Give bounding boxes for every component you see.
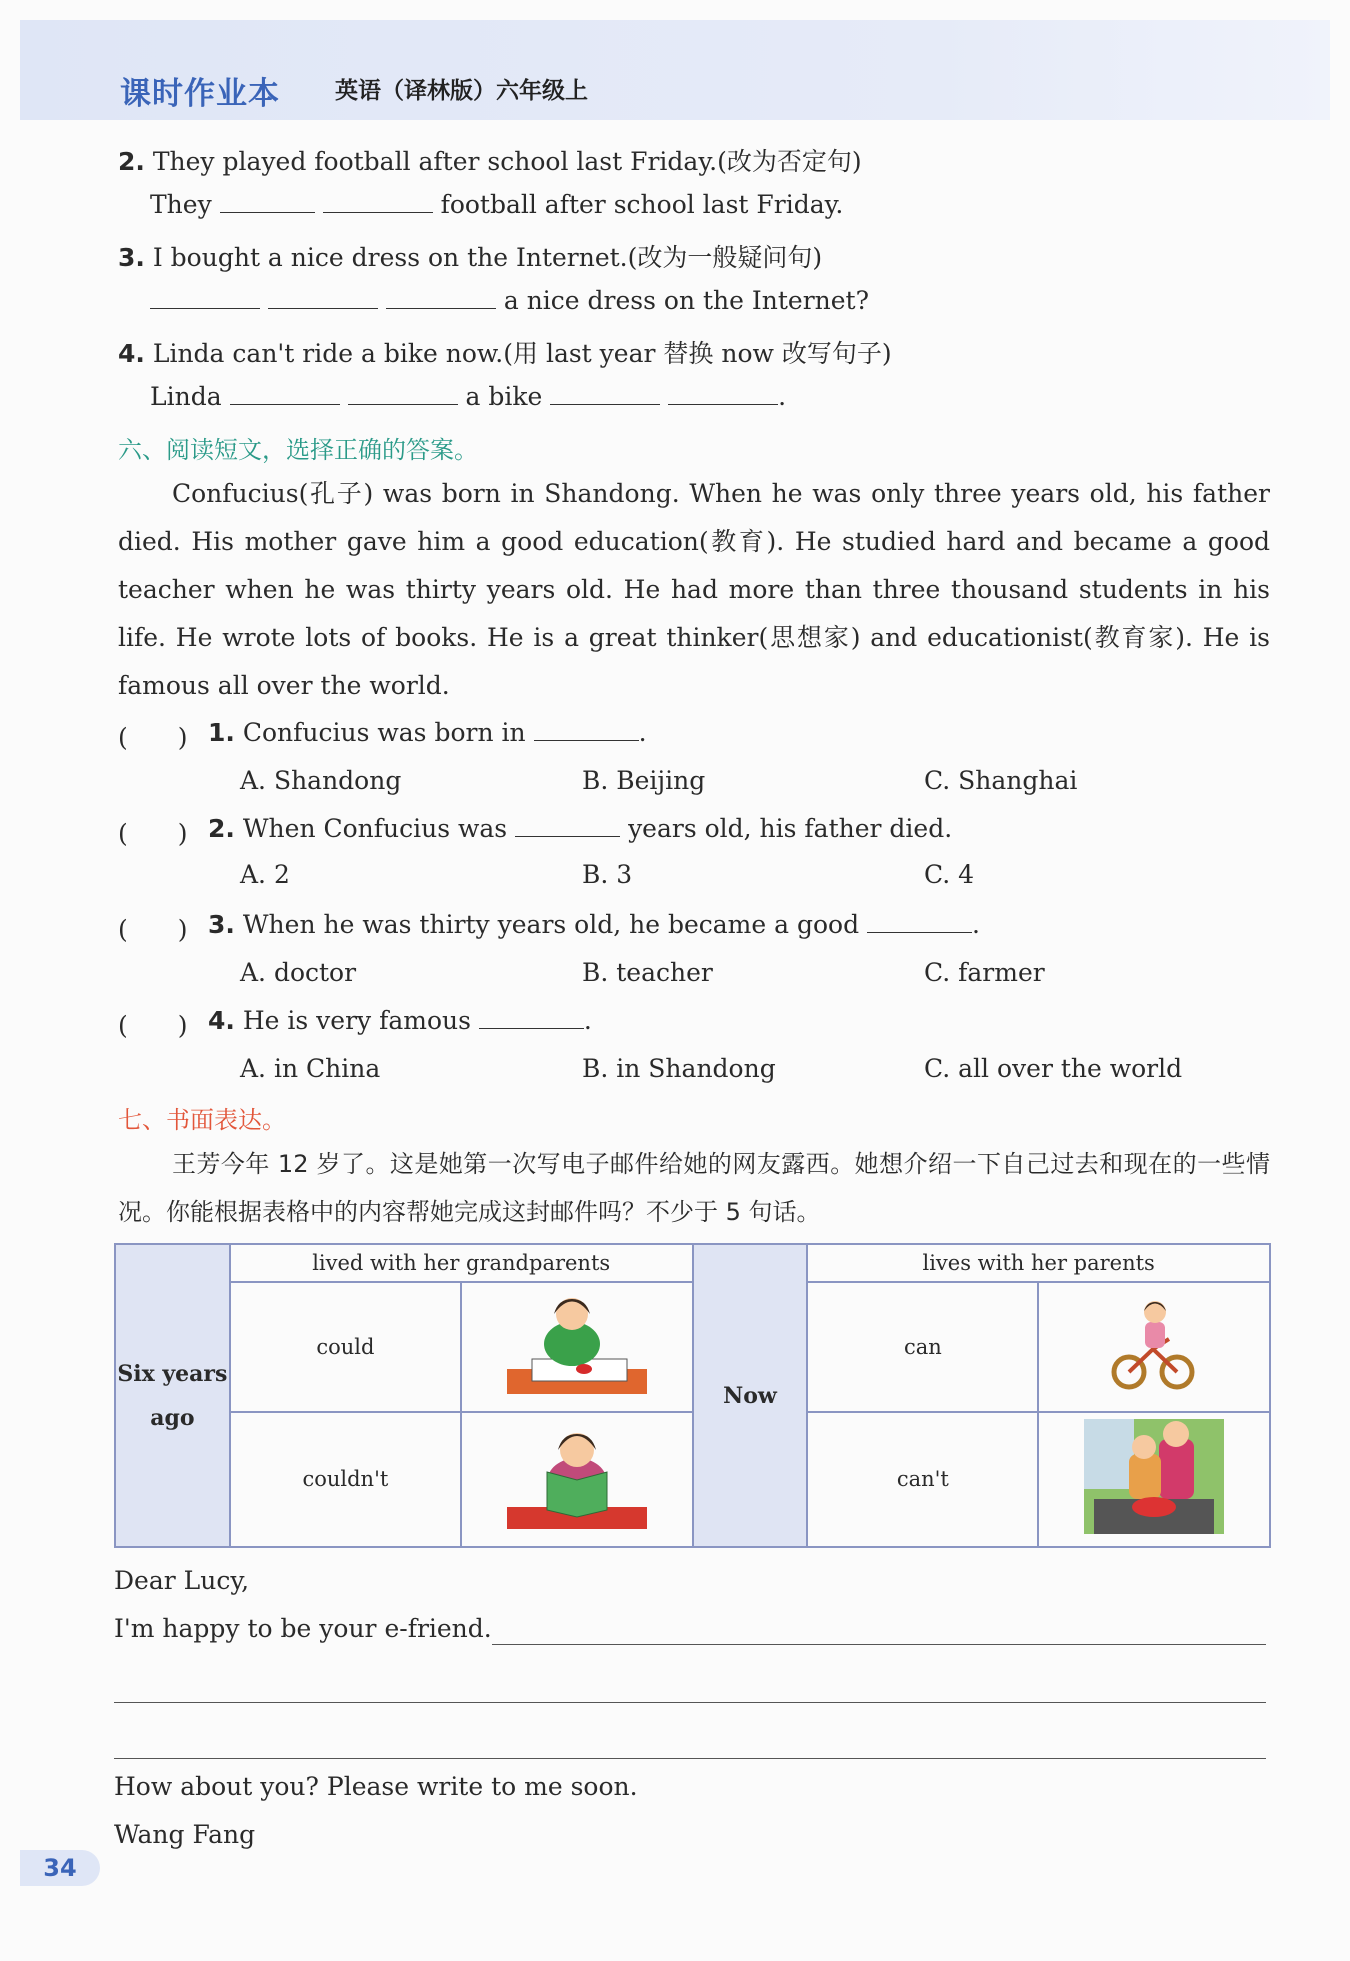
rewrite-item-3: 3. I bought a nice dress on the Internet.(改为一般疑问句) (118, 243, 823, 272)
answer-blank (867, 910, 972, 933)
option-b: B. teacher (582, 958, 713, 987)
answer-blank[interactable] (550, 382, 660, 405)
answer-blank (515, 814, 620, 837)
answer-parenthesis[interactable]: ( ) (118, 819, 188, 848)
answer-parenthesis[interactable]: ( ) (118, 723, 188, 752)
answer-parenthesis[interactable]: ( ) (118, 915, 188, 944)
answer-blank[interactable] (268, 286, 378, 309)
info-table (114, 1243, 1271, 1548)
writing-prompt: 王芳今年 12 岁了。这是她第一次写电子邮件给她的网友露西。她想介绍一下自己过去和现在的一些情况。你能根据表格中的内容帮她完成这封邮件吗？不少于 5 句话。 (118, 1150, 1270, 1226)
now-label: Now (693, 1244, 808, 1547)
question-2: 2. When Confucius was years old, his father died. (208, 814, 953, 843)
section6-title: 六、阅读短文，选择正确的答案。 (118, 436, 478, 464)
answer-blank[interactable] (348, 382, 458, 405)
letter-signature: Wang Fang (114, 1820, 256, 1849)
page-number: 34 (20, 1850, 100, 1886)
past-header: lived with her grandparents (230, 1244, 693, 1282)
writing-line[interactable] (492, 1644, 1266, 1645)
answer-blank[interactable] (230, 382, 340, 405)
past-label: Six years ago (115, 1244, 230, 1547)
girl-drawing-icon (502, 1289, 652, 1399)
answer-blank[interactable] (386, 286, 496, 309)
girls-cooking-icon (1084, 1419, 1224, 1534)
option-a: A. doctor (240, 958, 357, 987)
page-header (20, 20, 1330, 120)
option-c: C. all over the world (924, 1054, 1183, 1083)
answer-parenthesis[interactable]: ( ) (118, 1011, 188, 1040)
writing-line[interactable] (114, 1758, 1266, 1759)
option-b: B. Beijing (582, 766, 706, 795)
question-4: 4. He is very famous . (208, 1006, 592, 1035)
girl-riding-bike-icon (1109, 1294, 1199, 1394)
cooking-picture (1038, 1412, 1270, 1547)
option-c: C. farmer (924, 958, 1045, 987)
past-could-label: could (230, 1282, 461, 1412)
option-c: C. 4 (924, 860, 975, 889)
question-1: 1. Confucius was born in . (208, 718, 647, 747)
letter-opening: I'm happy to be your e-friend. (114, 1614, 492, 1643)
option-b: B. 3 (582, 860, 633, 889)
book-subtitle: 英语（译林版）六年级上 (335, 78, 588, 104)
book-brand: 课时作业本 (120, 76, 280, 112)
now-header: lives with her parents (807, 1244, 1270, 1282)
reading-passage: Confucius(孔子) was born in Shandong. When he was only three years old, his father died. His mother gave him a good education(教育). He studied hard and became a good teacher when he was thirty years old. He had more than three thousand students in his life. He wrote lots of books. He is a great thinker(思想家) and educationist(教育家). He is famous all over the world. (118, 479, 1270, 700)
past-couldnt-label: couldn't (230, 1412, 461, 1547)
drawing-picture (461, 1282, 693, 1412)
option-a: A. in China (240, 1054, 381, 1083)
rewrite-item-2: 2. They played football after school last Friday.(改为否定句) (118, 147, 862, 176)
bike-picture (1038, 1282, 1270, 1412)
rewrite-item-4: 4. Linda can't ride a bike now.(用 last year 替换 now 改写句子) (118, 339, 892, 368)
writing-line[interactable] (114, 1702, 1266, 1703)
answer-blank[interactable] (150, 286, 260, 309)
girl-reading-icon (502, 1422, 652, 1532)
rewrite-answer-2: They football after school last Friday. (150, 190, 844, 219)
option-a: A. 2 (240, 860, 290, 889)
rewrite-answer-4: Linda a bike . (150, 382, 787, 411)
option-c: C. Shanghai (924, 766, 1078, 795)
answer-blank[interactable] (220, 190, 315, 213)
rewrite-answer-3: a nice dress on the Internet? (150, 286, 869, 315)
option-a: A. Shandong (240, 766, 402, 795)
answer-blank[interactable] (323, 190, 433, 213)
answer-blank (534, 718, 639, 741)
question-3: 3. When he was thirty years old, he became a good . (208, 910, 980, 939)
now-can-label: can (807, 1282, 1038, 1412)
answer-blank[interactable] (668, 382, 778, 405)
option-b: B. in Shandong (582, 1054, 776, 1083)
section7-title: 七、书面表达。 (118, 1106, 286, 1134)
now-cant-label: can't (807, 1412, 1038, 1547)
answer-blank (479, 1006, 584, 1029)
reading-picture (461, 1412, 693, 1547)
letter-closing: How about you? Please write to me soon. (114, 1772, 638, 1801)
letter-greeting: Dear Lucy, (114, 1566, 250, 1595)
